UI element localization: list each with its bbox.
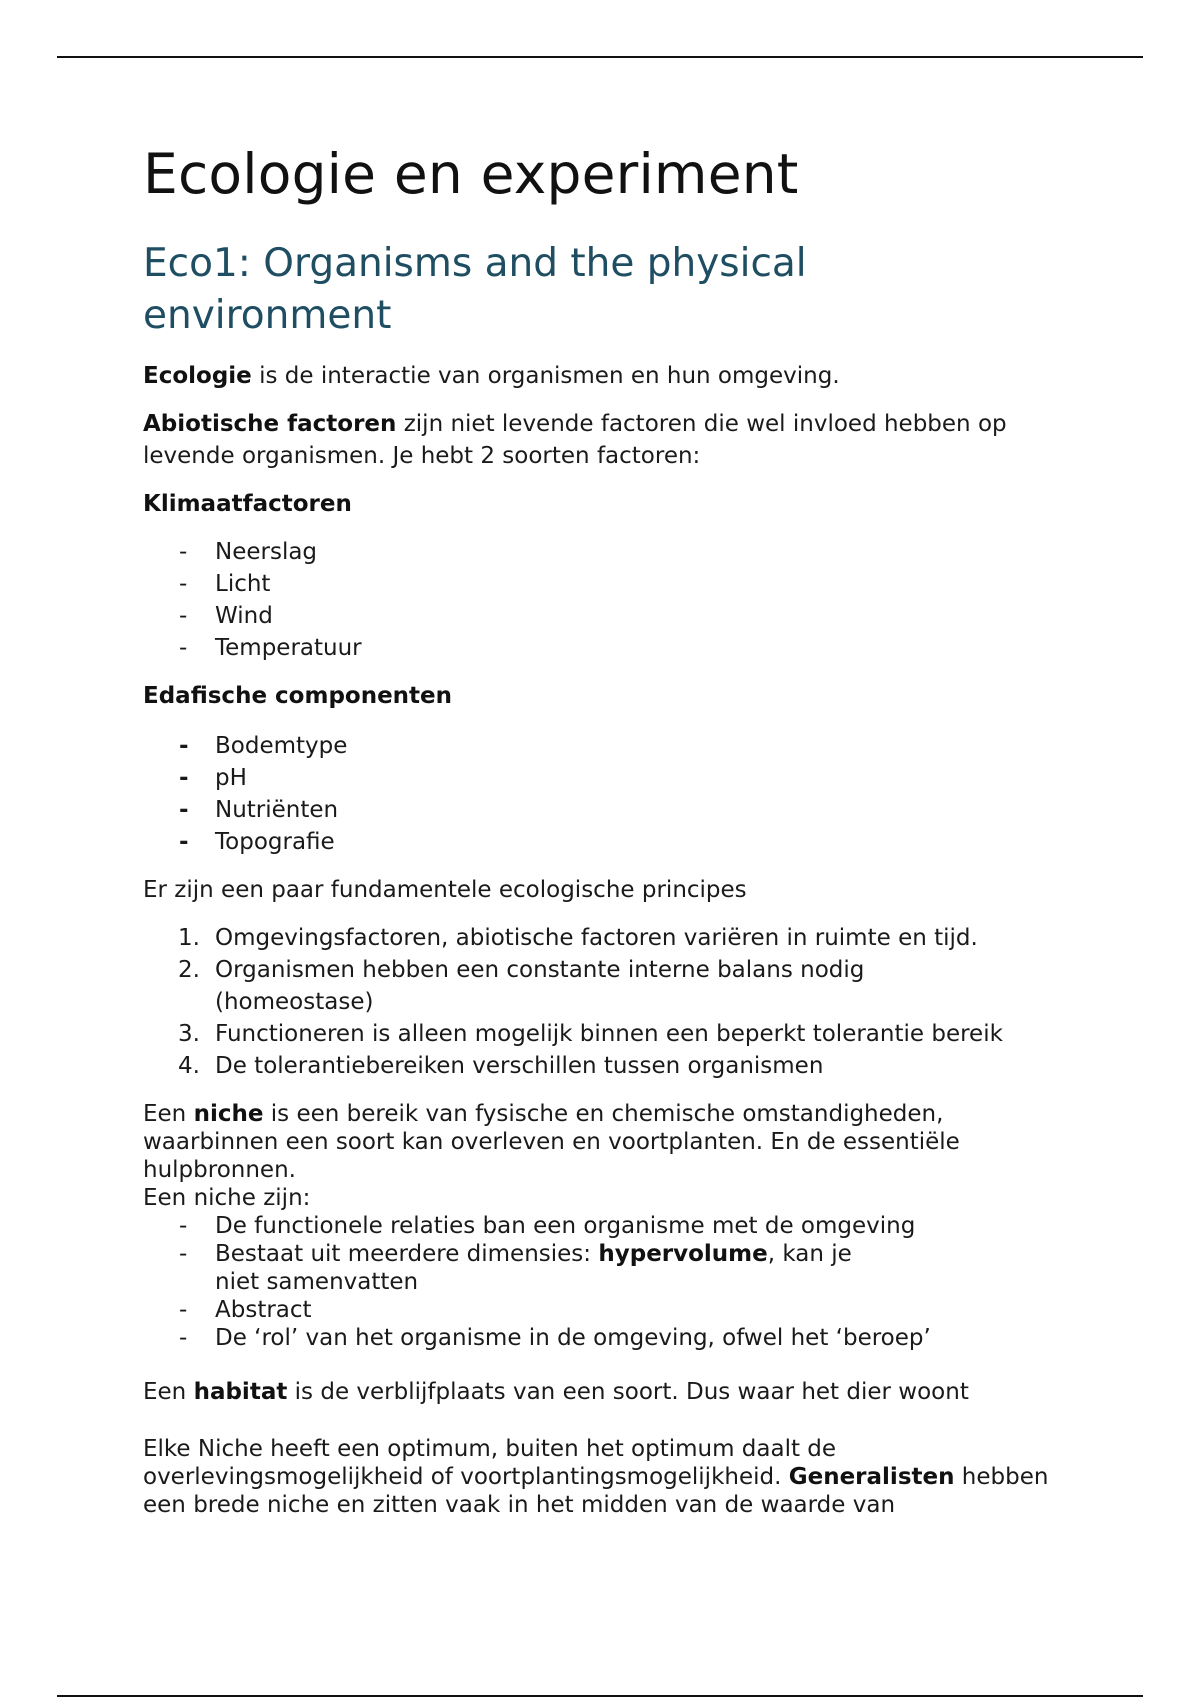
list-item: - Temperatuur	[179, 635, 362, 661]
klimaat-heading: Klimaatfactoren	[143, 491, 352, 517]
list-item: - Nutriënten	[179, 797, 339, 823]
term-habitat: habitat	[193, 1379, 288, 1405]
optimum-paragraph: Elke Niche heeft een optimum, buiten het optimum daalt de overlevingsmogelijkheid of voortplantingsmogelijkheid. Generalisten hebben een brede niche en zitten vaak in het midden van de waarde van	[143, 1436, 1049, 1518]
term-generalisten: Generalisten	[788, 1464, 955, 1490]
section-heading: Eco1: Organisms and the physical environment	[143, 241, 807, 338]
list-item: - De ‘rol’ van het organisme in de omgeving, ofwel het ‘beroep’	[179, 1325, 931, 1351]
term-abiotische: Abiotische factoren	[143, 411, 397, 437]
list-item: 3. Functioneren is alleen mogelijk binnen een beperkt tolerantie bereik	[178, 1021, 1003, 1047]
habitat-definition: Een habitat is de verblijfplaats van een soort. Dus waar het dier woont	[143, 1379, 969, 1405]
klimaat-list	[143, 536, 1063, 664]
footer-rule	[57, 1695, 1143, 1697]
niche-list-intro: Een niche zijn:	[143, 1185, 311, 1211]
list-item: - Topografie	[179, 829, 335, 855]
header-rule	[57, 56, 1143, 58]
principles-list	[143, 922, 1063, 1082]
abiotic-definition: Abiotische factoren zijn niet levende factoren die wel invloed hebben op levende organismen. Je hebt 2 soorten factoren:	[143, 411, 1007, 469]
list-item: 1. Omgevingsfactoren, abiotische factoren variëren in ruimte en tijd.	[178, 925, 978, 951]
document-title: Ecologie en experiment	[143, 142, 799, 206]
niche-definition: Een niche is een bereik van fysische en chemische omstandigheden, waarbinnen een soort kan overleven en voortplanten. En de essentiële hulpbronnen.	[143, 1101, 960, 1183]
list-item: - Bestaat uit meerdere dimensies: hypervolume, kan je niet samenvatten	[179, 1241, 852, 1295]
list-item: 4. De tolerantiebereiken verschillen tussen organismen	[178, 1053, 824, 1079]
term-niche: niche	[193, 1101, 264, 1127]
list-item: - pH	[179, 765, 247, 791]
term-ecologie: Ecologie	[143, 363, 252, 389]
edafisch-heading: Edafische componenten	[143, 683, 453, 709]
list-item: - Abstract	[179, 1297, 312, 1323]
term-hypervolume: hypervolume	[598, 1241, 768, 1267]
list-item: - Bodemtype	[179, 733, 348, 759]
list-item: - Wind	[179, 603, 273, 629]
principles-intro: Er zijn een paar fundamentele ecologische principes	[143, 877, 747, 903]
list-item: - Licht	[179, 571, 271, 597]
list-item: 2. Organismen hebben een constante interne balans nodig (homeostase)	[178, 957, 865, 1015]
list-item: - Neerslag	[179, 539, 318, 565]
document-page	[143, 138, 1063, 1519]
list-item: - De functionele relaties ban een organisme met de omgeving	[179, 1213, 916, 1239]
ecologie-definition: Ecologie is de interactie van organismen en hun omgeving.	[143, 363, 840, 389]
niche-list	[143, 1212, 1063, 1352]
edafisch-list	[143, 730, 1063, 858]
